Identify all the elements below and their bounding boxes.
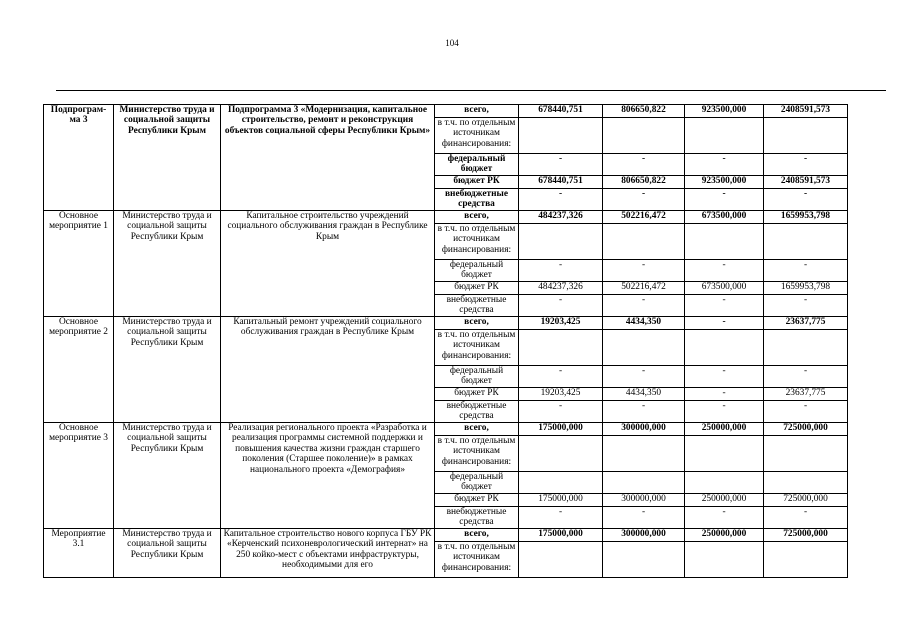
funding-source-cell: бюджет РК	[435, 494, 519, 507]
total-value-cell: -	[764, 154, 848, 176]
year-value-cell: 484237,326	[519, 282, 603, 295]
program-code-cell: Основное мероприятие 3	[44, 423, 114, 529]
table-row	[44, 105, 848, 118]
program-name-cell: Подпрограмма 3 «Модернизация, капитальное строительство, ремонт и реконструкция объектов социальной сферы Республики Крым»	[221, 105, 435, 211]
year-value-cell: -	[685, 189, 764, 211]
table-row	[44, 211, 848, 224]
program-name-cell: Капитальное строительство нового корпуса ГБУ РК «Керченский психоневрологический интернат» на 250 койко-мест с объектами инфраструктуры, необходимыми для его	[221, 529, 435, 578]
year-value-cell	[603, 224, 685, 260]
page-number: 104	[445, 38, 459, 48]
total-value-cell: 725000,000	[764, 494, 848, 507]
funding-source-cell: федеральный бюджет	[435, 472, 519, 494]
funding-source-cell: в т.ч. по отдельным источникам финансирования:	[435, 330, 519, 366]
total-value-cell: -	[764, 507, 848, 529]
funding-source-cell: всего,	[435, 317, 519, 330]
executor-cell: Министерство труда и социальной защиты Республики Крым	[114, 317, 221, 423]
year-value-cell	[685, 330, 764, 366]
year-value-cell: -	[519, 295, 603, 317]
year-value-cell	[519, 224, 603, 260]
year-value-cell: -	[519, 260, 603, 282]
year-value-cell: 484237,326	[519, 211, 603, 224]
total-value-cell: -	[764, 189, 848, 211]
executor-cell: Министерство труда и социальной защиты Республики Крым	[114, 211, 221, 317]
year-value-cell: -	[685, 295, 764, 317]
total-value-cell	[764, 118, 848, 154]
year-value-cell: -	[519, 366, 603, 388]
funding-source-cell: внебюджетные средства	[435, 401, 519, 423]
year-value-cell	[685, 224, 764, 260]
year-value-cell: -	[603, 401, 685, 423]
program-name-cell: Капитальный ремонт учреждений социального обслуживания граждан в Республике Крым	[221, 317, 435, 423]
year-value-cell: -	[685, 366, 764, 388]
year-value-cell: 19203,425	[519, 388, 603, 401]
header-rule	[56, 90, 886, 91]
total-value-cell	[764, 330, 848, 366]
funding-source-cell: федеральный бюджет	[435, 260, 519, 282]
year-value-cell: 4434,350	[603, 388, 685, 401]
year-value-cell: 673500,000	[685, 282, 764, 295]
year-value-cell	[603, 330, 685, 366]
funding-source-cell: всего,	[435, 423, 519, 436]
year-value-cell: -	[685, 317, 764, 330]
year-value-cell: -	[603, 154, 685, 176]
year-value-cell	[519, 436, 603, 472]
program-code-cell: Основное мероприятие 1	[44, 211, 114, 317]
year-value-cell: 19203,425	[519, 317, 603, 330]
program-code-cell: Мероприятие 3.1	[44, 529, 114, 578]
year-value-cell: -	[685, 507, 764, 529]
financing-table	[43, 104, 848, 578]
program-name-cell: Реализация регионального проекта «Разработка и реализация программы системной поддержки и повышения качества жизни граждан старшего поколения (Старшее поколение)» в рамках национального проекта «Демография»	[221, 423, 435, 529]
year-value-cell: 4434,350	[603, 317, 685, 330]
year-value-cell: -	[519, 507, 603, 529]
executor-cell: Министерство труда и социальной защиты Республики Крым	[114, 105, 221, 211]
year-value-cell: -	[685, 388, 764, 401]
year-value-cell: 923500,000	[685, 105, 764, 118]
year-value-cell	[603, 472, 685, 494]
year-value-cell: 806650,822	[603, 105, 685, 118]
year-value-cell: -	[603, 189, 685, 211]
total-value-cell: 2408591,573	[764, 176, 848, 189]
funding-source-cell: федеральный бюджет	[435, 366, 519, 388]
year-value-cell: 175000,000	[519, 529, 603, 542]
year-value-cell: 502216,472	[603, 282, 685, 295]
program-name-cell: Капитальное строительство учреждений социального обслуживания граждан в Республике Крым	[221, 211, 435, 317]
year-value-cell: 502216,472	[603, 211, 685, 224]
year-value-cell: 923500,000	[685, 176, 764, 189]
year-value-cell	[603, 542, 685, 578]
year-value-cell: -	[685, 260, 764, 282]
year-value-cell: 806650,822	[603, 176, 685, 189]
funding-source-cell: всего,	[435, 211, 519, 224]
funding-source-cell: внебюджетные средства	[435, 507, 519, 529]
executor-cell: Министерство труда и социальной защиты Республики Крым	[114, 423, 221, 529]
year-value-cell: 250000,000	[685, 494, 764, 507]
year-value-cell	[685, 542, 764, 578]
total-value-cell: -	[764, 401, 848, 423]
executor-cell: Министерство труда и социальной защиты Республики Крым	[114, 529, 221, 578]
year-value-cell: 175000,000	[519, 423, 603, 436]
year-value-cell: -	[519, 154, 603, 176]
year-value-cell: 250000,000	[685, 423, 764, 436]
total-value-cell: 2408591,573	[764, 105, 848, 118]
table-row	[44, 529, 848, 542]
year-value-cell: -	[603, 507, 685, 529]
funding-source-cell: в т.ч. по отдельным источникам финансирования:	[435, 224, 519, 260]
table-row	[44, 423, 848, 436]
funding-source-cell: всего,	[435, 105, 519, 118]
year-value-cell: -	[519, 189, 603, 211]
year-value-cell	[603, 436, 685, 472]
program-code-cell: Основное мероприятие 2	[44, 317, 114, 423]
year-value-cell: -	[603, 260, 685, 282]
total-value-cell: -	[764, 260, 848, 282]
funding-source-cell: внебюджетные средства	[435, 295, 519, 317]
funding-source-cell: внебюджетные средства	[435, 189, 519, 211]
total-value-cell	[764, 472, 848, 494]
funding-source-cell: бюджет РК	[435, 176, 519, 189]
total-value-cell: 23637,775	[764, 317, 848, 330]
total-value-cell: 1659953,798	[764, 282, 848, 295]
year-value-cell	[519, 542, 603, 578]
total-value-cell: -	[764, 295, 848, 317]
year-value-cell: 678440,751	[519, 105, 603, 118]
year-value-cell: 678440,751	[519, 176, 603, 189]
year-value-cell	[685, 472, 764, 494]
total-value-cell: 725000,000	[764, 423, 848, 436]
funding-source-cell: всего,	[435, 529, 519, 542]
year-value-cell	[685, 118, 764, 154]
year-value-cell: 175000,000	[519, 494, 603, 507]
year-value-cell	[685, 436, 764, 472]
year-value-cell: -	[603, 295, 685, 317]
year-value-cell: -	[519, 401, 603, 423]
table-row	[44, 317, 848, 330]
year-value-cell	[603, 118, 685, 154]
funding-source-cell: в т.ч. по отдельным источникам финансирования:	[435, 118, 519, 154]
year-value-cell: -	[685, 154, 764, 176]
year-value-cell: -	[603, 366, 685, 388]
year-value-cell	[519, 330, 603, 366]
total-value-cell	[764, 436, 848, 472]
year-value-cell: 250000,000	[685, 529, 764, 542]
funding-source-cell: бюджет РК	[435, 388, 519, 401]
year-value-cell	[519, 472, 603, 494]
funding-source-cell: бюджет РК	[435, 282, 519, 295]
funding-source-cell: в т.ч. по отдельным источникам финансирования:	[435, 542, 519, 578]
total-value-cell: -	[764, 366, 848, 388]
total-value-cell: 1659953,798	[764, 211, 848, 224]
program-code-cell: Подпрограм-ма 3	[44, 105, 114, 211]
year-value-cell: 673500,000	[685, 211, 764, 224]
year-value-cell	[519, 118, 603, 154]
total-value-cell	[764, 224, 848, 260]
funding-source-cell: в т.ч. по отдельным источникам финансирования:	[435, 436, 519, 472]
funding-source-cell: федеральный бюджет	[435, 154, 519, 176]
year-value-cell: -	[685, 401, 764, 423]
year-value-cell: 300000,000	[603, 529, 685, 542]
year-value-cell: 300000,000	[603, 423, 685, 436]
total-value-cell: 725000,000	[764, 529, 848, 542]
total-value-cell	[764, 542, 848, 578]
total-value-cell: 23637,775	[764, 388, 848, 401]
year-value-cell: 300000,000	[603, 494, 685, 507]
